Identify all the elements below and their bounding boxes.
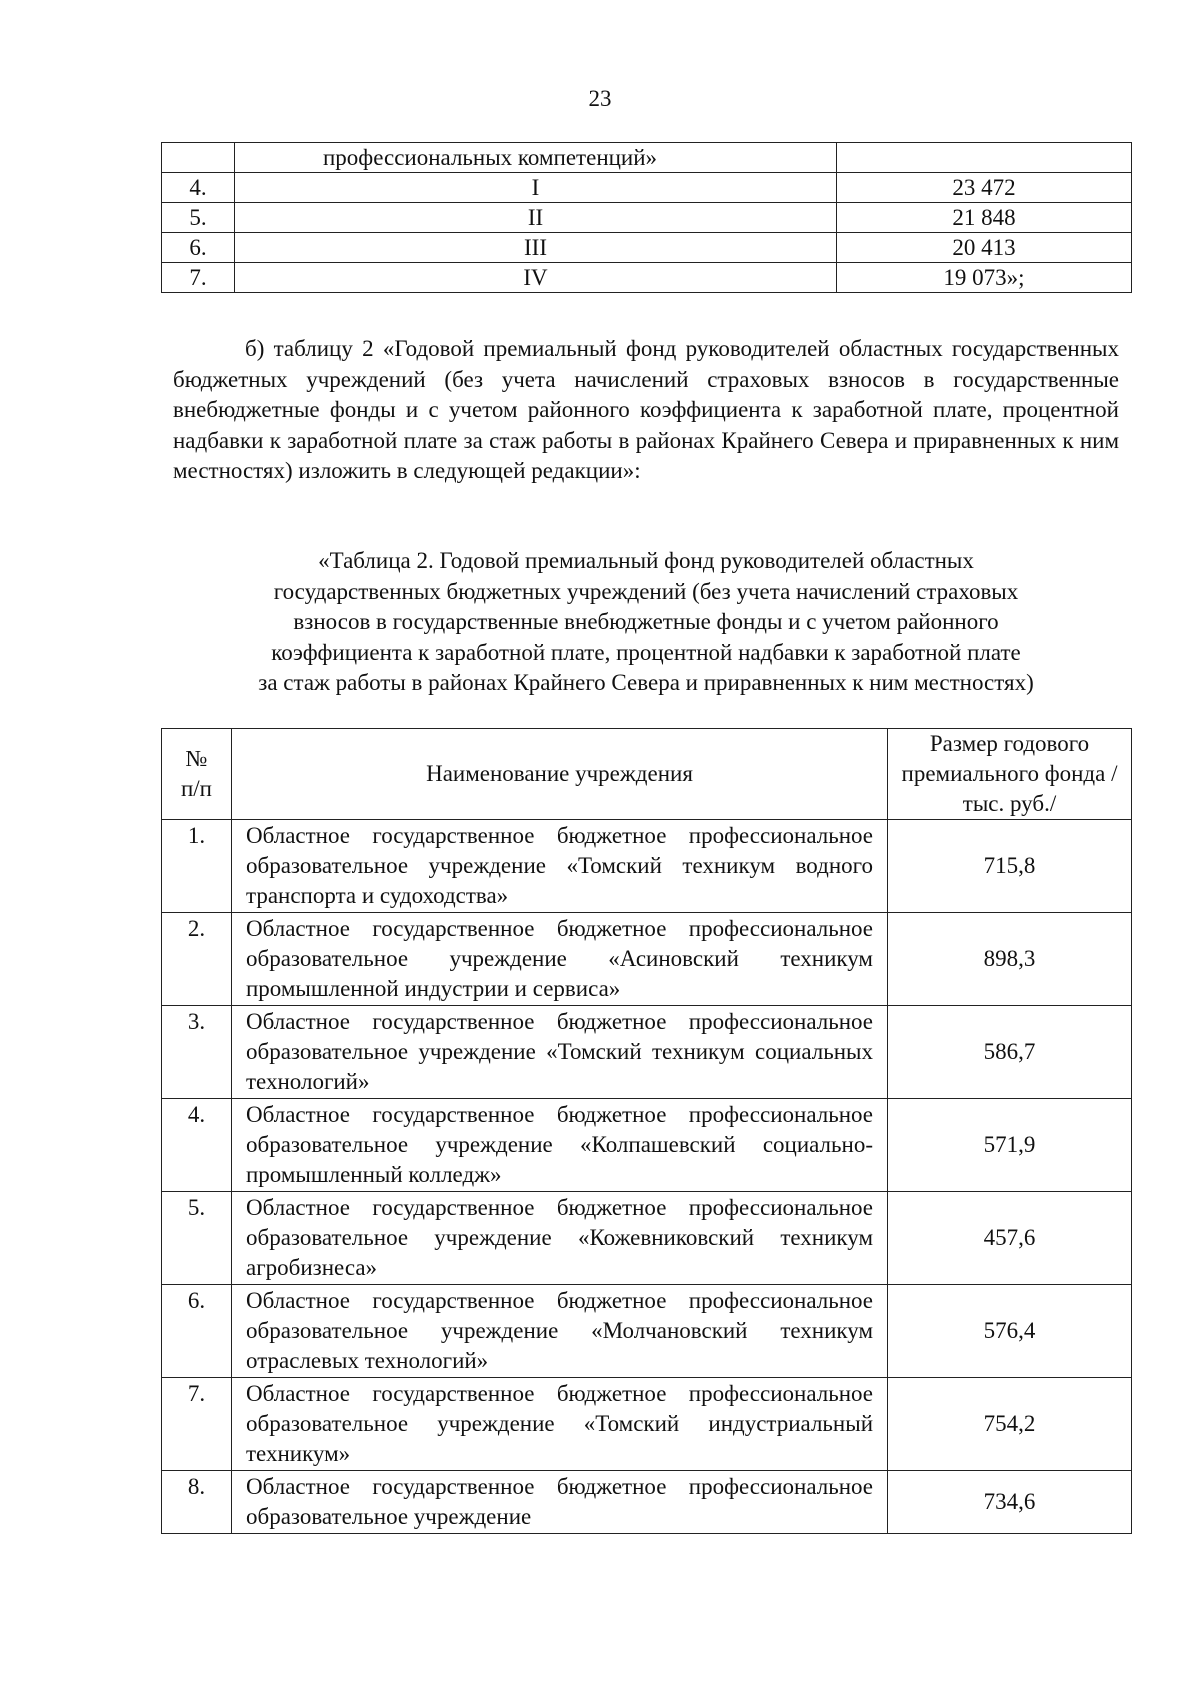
institution-name-cell: Областное государственное бюджетное профессиональное образовательное учреждение «Томский техникум социальных технологий» <box>232 1006 888 1099</box>
institution-name-cell: Областное государственное бюджетное профессиональное образовательное учреждение «Молчановский техникум отраслевых технологий» <box>232 1285 888 1378</box>
caption-line: взносов в государственные внебюджетные фонды и с учетом районного <box>293 609 999 634</box>
table-row <box>162 173 1132 203</box>
category-cell: I <box>235 173 837 203</box>
category-cell: IV <box>235 263 837 293</box>
table-row <box>162 263 1132 293</box>
table-row <box>162 143 1132 173</box>
row-number-cell: 5. <box>162 1192 232 1285</box>
institution-name-cell: Областное государственное бюджетное профессиональное образовательное учреждение «Колпашевский социально-промышленный колледж» <box>232 1099 888 1192</box>
table-row <box>162 1285 1132 1378</box>
row-number-cell: 7. <box>162 263 235 293</box>
row-number-cell: 1. <box>162 820 232 913</box>
amendment-paragraph-text: б) таблицу 2 «Годовой премиальный фонд руководителей областных государственных бюджетных учреждений (без учета начислений страховых взносов в государственные внебюджетные фонды и с учетом районного коэффициента к заработной плате, процентной надбавки к заработной плате за стаж работы в районах Крайнего Севера и приравненных к ним местностях) изложить в следующей редакции»: <box>173 336 1119 484</box>
fund-value-cell: 576,4 <box>888 1285 1132 1378</box>
value-cell <box>837 143 1132 173</box>
caption-line: коэффициента к заработной плате, процентной надбавки к заработной плате <box>271 639 1021 665</box>
value-cell: 23 472 <box>837 173 1132 203</box>
caption-line: государственных бюджетных учреждений (без учета начислений страховых <box>273 578 1019 604</box>
header-name: Наименование учреждения <box>232 729 888 820</box>
premium-fund-table <box>161 728 1132 1534</box>
value-cell: 20 413 <box>837 233 1132 263</box>
caption-line: «Таблица 2. Годовой премиальный фонд руководителей областных <box>318 548 974 573</box>
header-value: Размер годового премиального фонда /тыс. руб./ <box>888 729 1132 820</box>
category-cell: III <box>235 233 837 263</box>
institution-name-cell: Областное государственное бюджетное профессиональное образовательное учреждение «Асиновский техникум промышленной индустрии и сервиса» <box>232 913 888 1006</box>
row-number-cell: 3. <box>162 1006 232 1099</box>
fund-value-cell: 734,6 <box>888 1471 1132 1534</box>
row-number-cell: 4. <box>162 173 235 203</box>
table-header-row <box>162 729 1132 820</box>
header-num-text: № п/п <box>180 746 212 801</box>
continued-table <box>161 142 1132 293</box>
table-row <box>162 1099 1132 1192</box>
table-row <box>162 233 1132 263</box>
value-cell: 19 073»; <box>837 263 1132 293</box>
fund-value-cell: 715,8 <box>888 820 1132 913</box>
row-number-cell: 5. <box>162 203 235 233</box>
fund-value-cell: 571,9 <box>888 1099 1132 1192</box>
table-row <box>162 913 1132 1006</box>
institution-name-cell: Областное государственное бюджетное профессиональное образовательное учреждение <box>232 1471 888 1534</box>
page-number: 23 <box>588 86 612 111</box>
row-number-cell: 7. <box>162 1378 232 1471</box>
table-row <box>162 1006 1132 1099</box>
fund-value-cell: 586,7 <box>888 1006 1132 1099</box>
table-row <box>162 1192 1132 1285</box>
row-number-cell: 6. <box>162 1285 232 1378</box>
table-row <box>162 820 1132 913</box>
header-num <box>162 729 232 820</box>
institution-name-cell: Областное государственное бюджетное профессиональное образовательное учреждение «Томский техникум водного транспорта и судоходства» <box>232 820 888 913</box>
row-number-cell: 4. <box>162 1099 232 1192</box>
amendment-paragraph <box>173 334 1119 487</box>
fund-value-cell: 898,3 <box>888 913 1132 1006</box>
category-cell: II <box>235 203 837 233</box>
institution-name-cell: Областное государственное бюджетное профессиональное образовательное учреждение «Томский индустриальный техникум» <box>232 1378 888 1471</box>
institution-name-cell: Областное государственное бюджетное профессиональное образовательное учреждение «Кожевниковский техникум агробизнеса» <box>232 1192 888 1285</box>
table-row <box>162 1378 1132 1471</box>
table-row <box>162 203 1132 233</box>
row-number-cell <box>162 143 235 173</box>
fund-value-cell: 754,2 <box>888 1378 1132 1471</box>
value-cell: 21 848 <box>837 203 1132 233</box>
caption-line: за стаж работы в районах Крайнего Севера и приравненных к ним местностях) <box>258 670 1034 695</box>
row-number-cell: 2. <box>162 913 232 1006</box>
row-number-cell: 8. <box>162 1471 232 1534</box>
table-row <box>162 1471 1132 1534</box>
fund-value-cell: 457,6 <box>888 1192 1132 1285</box>
row-number-cell: 6. <box>162 233 235 263</box>
continuation-text: профессиональных компетенций» <box>235 143 837 173</box>
table-caption <box>161 546 1131 699</box>
